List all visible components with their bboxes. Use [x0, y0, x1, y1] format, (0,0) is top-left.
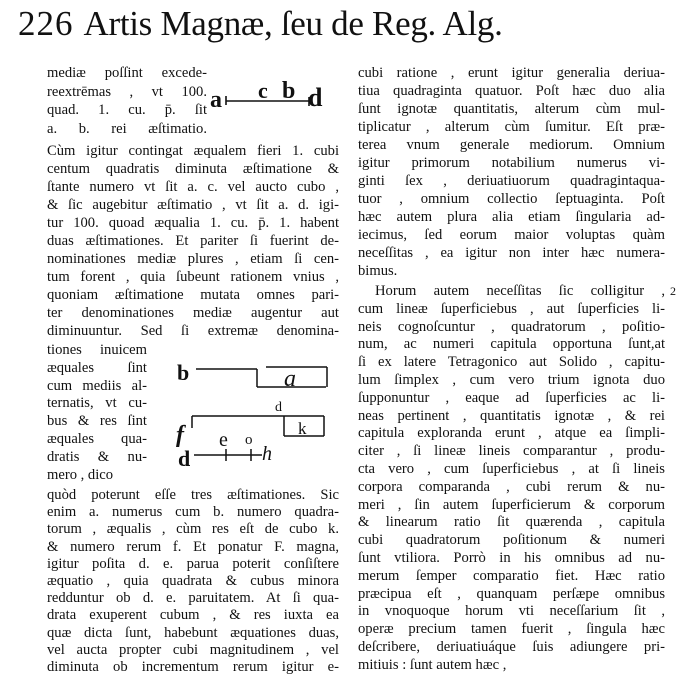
text-line: quad. 1. cu. p̄. ſit: [47, 102, 207, 119]
text-line: citer , ſi lineæ lineis comparantur , produ-: [358, 443, 665, 460]
text-line: iecimus, ſed eorum maior voluptas quàm: [358, 227, 665, 243]
text-line: neas pertinent , quantitatis ignotæ , & rei: [358, 407, 665, 424]
text-line: cubi quadratorum poſitionum & numeri: [358, 532, 665, 549]
text-line: ſi ex latere Tetragonico aut Solido , capitu-: [358, 354, 665, 371]
text-line: merum ſemper comparatio fiet. Hæc ratio: [358, 567, 665, 584]
text-line: redduntur ob d. e. paruitatem. At ſi qua-: [47, 590, 339, 607]
text-line: tur 100. quoad æqualia 1. cu. p̄. 1. habent: [47, 215, 339, 231]
text-line: corpora comparanda , cubi rerum & nu-: [358, 478, 665, 495]
text-line: tuor , omnium collectio ſeptuaginta. Poſt: [358, 191, 665, 207]
text-line: ternatis, vt cu-: [47, 395, 147, 412]
label-a: a: [210, 87, 222, 113]
text-line: bus & res ſint: [47, 413, 147, 430]
label-e: e: [219, 429, 228, 451]
text-line: operæ precium tamen fuerit , ſingula hæc: [358, 621, 665, 638]
text-line: hæc autem plura alia etiam ſingularia ad-: [358, 209, 665, 225]
text-line: lum ſimplex , cum vero trium ignota duo: [358, 371, 665, 388]
text-line: neis cognoſcuntur , quadratorum , poſitio-: [358, 318, 665, 335]
text-line: æquales qua-: [47, 430, 147, 447]
text-line: ſupponuntur , eaque ad ſuperficies ac li-: [358, 389, 665, 406]
text-line: duas æſtimationes. Et pariter ſi fuerint de-: [47, 233, 339, 249]
label-b: b: [282, 78, 296, 104]
label-f: f: [176, 422, 184, 448]
text-line: a. b. rei æſtimatio.: [47, 120, 207, 137]
label-o: o: [245, 432, 253, 448]
text-line: nominationes mediæ plures , etiam ſi cen-: [47, 251, 339, 267]
text-line: terea vnum generale mediorum. Omnium: [358, 137, 665, 153]
text-line: Horum autem neceſſitas ſic colligitur ,: [375, 283, 665, 299]
text-line: centum quadratis diminuta æſtimatione &: [47, 161, 339, 177]
label-d: d: [178, 446, 191, 471]
text-line: tiua quadraginta quatuor. Poſt hæc duo alia: [358, 83, 665, 99]
text-line: neceſſitas , ea igitur non inter hæc numera-: [358, 245, 665, 261]
text-line: cum mediis al-: [47, 377, 147, 394]
text-line: mediæ poſſint excede-: [47, 65, 207, 81]
geometric-diagram: [192, 367, 327, 461]
text-line: ſunt ignotæ quantitatis, alterum cùm mul-: [358, 101, 665, 117]
text-line: diminuuntur. Sed ſi extremæ denomina-: [47, 323, 339, 339]
text-line: & numero rerum f. Et ponatur F. magna,: [47, 538, 339, 555]
text-line: vel aucta propter cubi magnitudinem , vel: [47, 641, 339, 658]
label-d-small: d: [275, 400, 282, 415]
text-line: dratis & nu-: [47, 448, 147, 465]
label-k: k: [298, 419, 307, 438]
text-line: cta vero , cum ſuperficiebus , at ſi lineis: [358, 460, 665, 477]
page-number: 226: [18, 4, 74, 43]
text-line: mitiuis : ſunt autem hæc ,: [358, 656, 507, 673]
text-line: & ſic augebitur æſtimatio , vt ſit a. d. igi-: [47, 197, 339, 213]
text-line: igitur poſita d. e. parua poterit conſiſtere: [47, 555, 339, 572]
text-line: bimus.: [358, 263, 398, 279]
text-line: in vnoquoque horum vti neceſſarium ſit ,: [358, 603, 665, 620]
text-line: ginti ſex , deriuatiuorum quadragintaqua-: [358, 173, 665, 189]
text-line: tiones inuicem: [47, 342, 147, 358]
text-line: tiplicatur , alterum cùm ſumitur. Eſt præ-: [358, 119, 665, 135]
text-line: ter denominationes mediæ augentur aut: [47, 305, 339, 321]
text-line: mero , dico: [47, 466, 114, 483]
text-line: drata exuperent cubum , & res iuxta ea: [47, 607, 339, 624]
running-title: Artis Magnæ, ſeu de Reg. Alg.: [83, 4, 503, 43]
text-line: reextrēmas , vt 100.: [47, 83, 207, 100]
text-line: ſunt vtiliora. Porrò in his omnibus ad nu-: [358, 549, 665, 566]
text-line: præcipua eſt , quanquam perſæpe omnibus: [358, 585, 665, 602]
text-line: quòd poterunt eſſe tres æſtimationes. Sic: [47, 487, 339, 503]
text-line: capitula exploranda erunt , atque ea ſimpli-: [358, 425, 665, 442]
text-line: igitur primorum notabilium numerus vi-: [358, 155, 665, 171]
text-line: quæ dicta ſunt, habebunt æquationes duas,: [47, 624, 339, 641]
text-line: deſcribere, deriuatiuáque ſuis adiungere pri-: [358, 638, 665, 655]
text-line: & linearum ratio ſit quærenda , capitula: [358, 514, 665, 531]
text-line: diminuta ob incrementum rerum igitur e-: [47, 659, 339, 676]
text-line: cubi ratione , erunt igitur generalia deriua-: [358, 65, 665, 81]
label-a: a: [284, 366, 296, 392]
label-d: d: [308, 83, 323, 112]
margin-note: 2: [670, 284, 676, 298]
text-line: æquatio , quia quadrata & cubus minora: [47, 573, 339, 590]
text-line: Cùm igitur contingat æqualem fieri 1. cubi: [47, 143, 339, 159]
text-line: torum , æqualis , cùm res eſt de cubo k.: [47, 521, 339, 538]
text-line: quoniam æſtimatione mutata omnes pari-: [47, 287, 339, 303]
text-line: æquales ſint: [47, 359, 147, 376]
label-b: b: [177, 360, 190, 385]
text-line: tum forent , quia ſubeunt rationem vnius ,: [47, 269, 339, 285]
label-h: h: [262, 443, 272, 465]
text-line: cum lineæ ſuperficiebus , aut ſuperficies li-: [358, 300, 665, 317]
label-c: c: [258, 78, 268, 103]
text-line: ſtante numero vt ſit a. c. vel aucto cubo ,: [47, 179, 339, 195]
text-line: num, ac numeri capitula opportuna ſunt,at: [358, 336, 665, 353]
text-line: meri , ſin autem ſuperficierum & corporum: [358, 496, 665, 513]
text-line: enim a. numerus cum b. numero quadra-: [47, 504, 339, 521]
